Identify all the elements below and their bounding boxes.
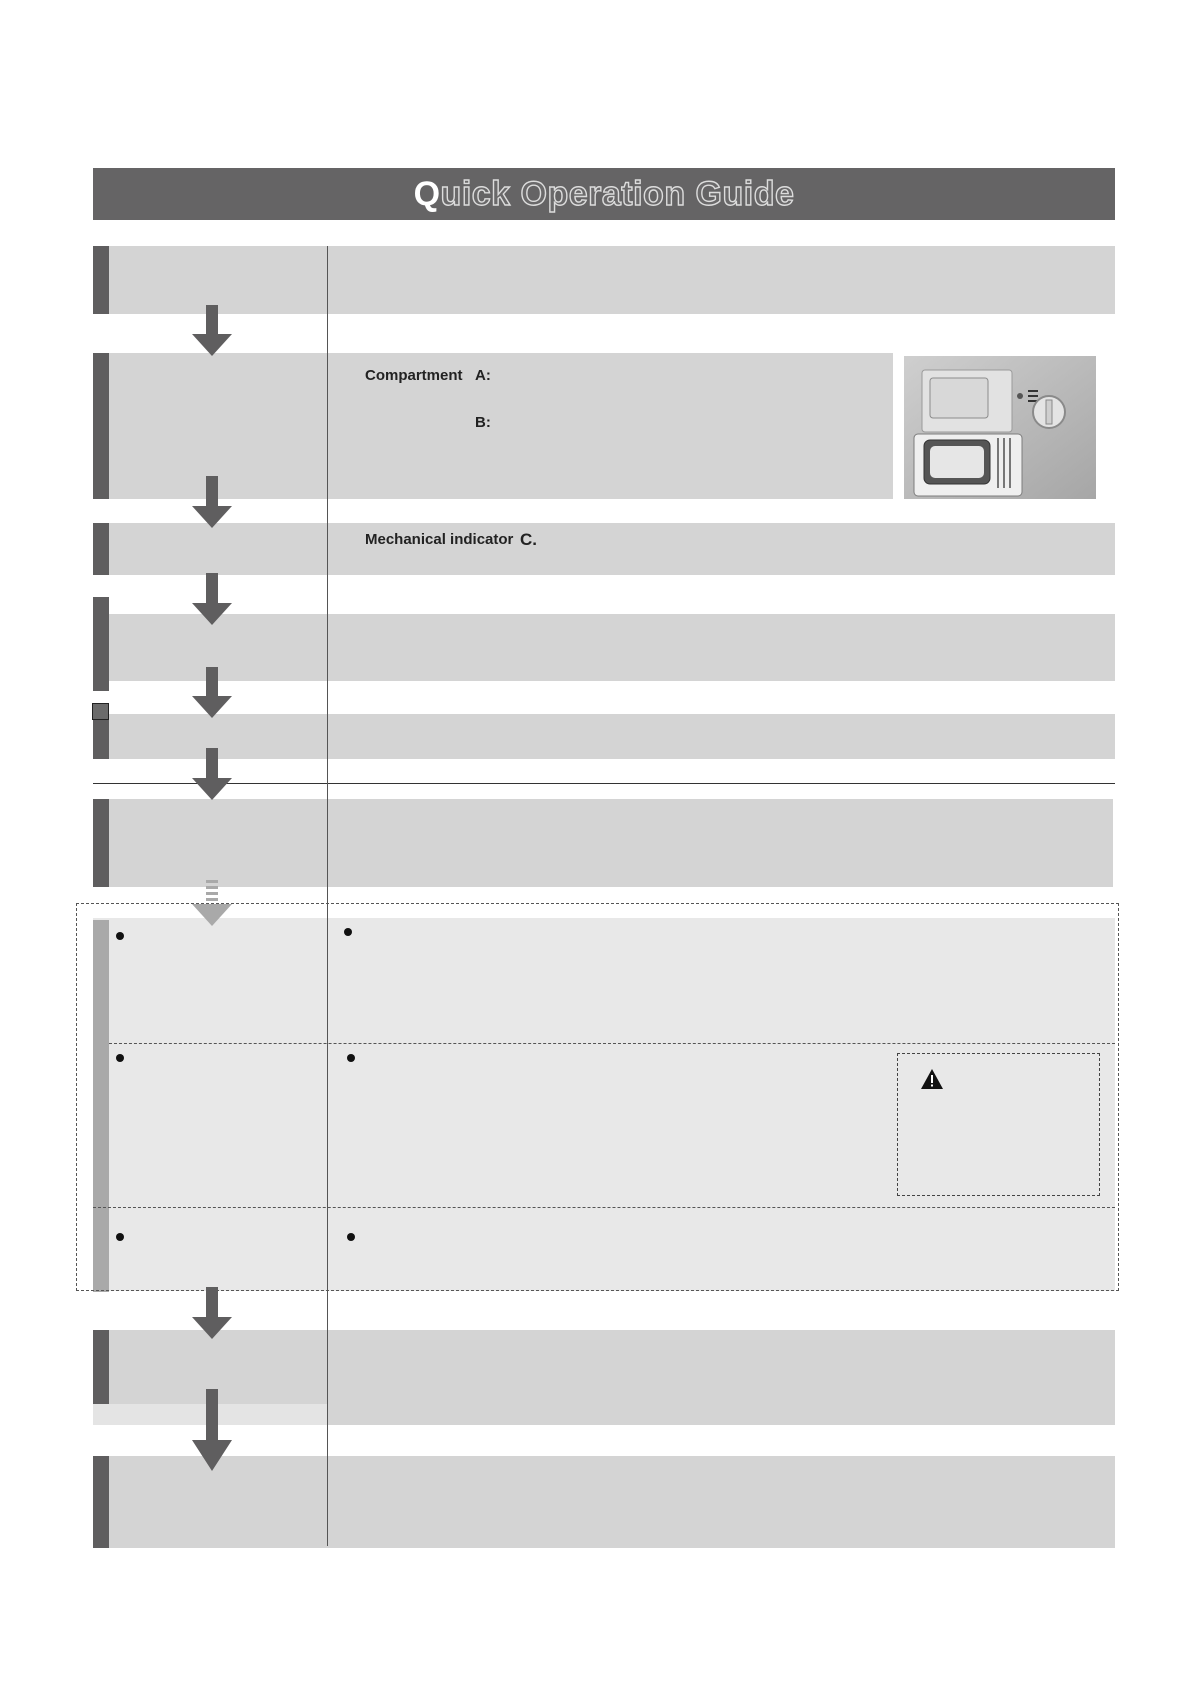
bullet-icon [344,928,352,936]
compartment-b-label: B: [475,414,491,431]
step-row-5 [93,714,1115,759]
step-marker-8 [93,1456,109,1548]
column-divider [327,246,328,1546]
divider-line [93,783,1115,784]
step-row-4 [93,614,1115,681]
detergent-dispenser-photo [904,356,1096,499]
optional-divider-1 [109,1043,1115,1044]
down-arrow-icon [190,748,234,800]
bullet-icon [347,1054,355,1062]
step-marker-7 [93,1330,109,1404]
step-row-3 [93,523,1115,575]
step-marker-3 [93,523,109,575]
compartment-a-label: A: [475,367,491,384]
step-row-8 [93,1456,1115,1548]
step-marker-1 [93,246,109,314]
bullet-icon [347,1233,355,1241]
step-row-6 [93,799,1113,887]
optional-divider-2 [93,1207,1115,1208]
down-arrow-icon [190,573,234,625]
step-marker-4 [93,597,109,691]
indicator-c-label: C. [520,530,537,549]
bullet-icon [116,932,124,940]
bullet-icon [116,1054,124,1062]
step-marker-2 [93,353,109,499]
page-title: Quick Operation Guide [413,175,795,213]
warning-box [897,1053,1100,1196]
bullet-icon [116,1233,124,1241]
step-marker-5 [93,714,109,759]
down-arrow-icon [190,1287,234,1339]
warning-triangle-icon [920,1068,944,1095]
compartment-label: Compartment [365,367,463,384]
dashed-down-arrow-icon [190,880,234,926]
down-arrow-icon [190,305,234,356]
step-row-1 [93,246,1115,314]
step-marker-6 [93,799,109,887]
small-square-marker [92,703,109,720]
mechanical-indicator-label: Mechanical indicator [365,531,514,548]
down-arrow-icon [190,1389,234,1471]
down-arrow-icon [190,667,234,718]
down-arrow-icon [190,476,234,528]
